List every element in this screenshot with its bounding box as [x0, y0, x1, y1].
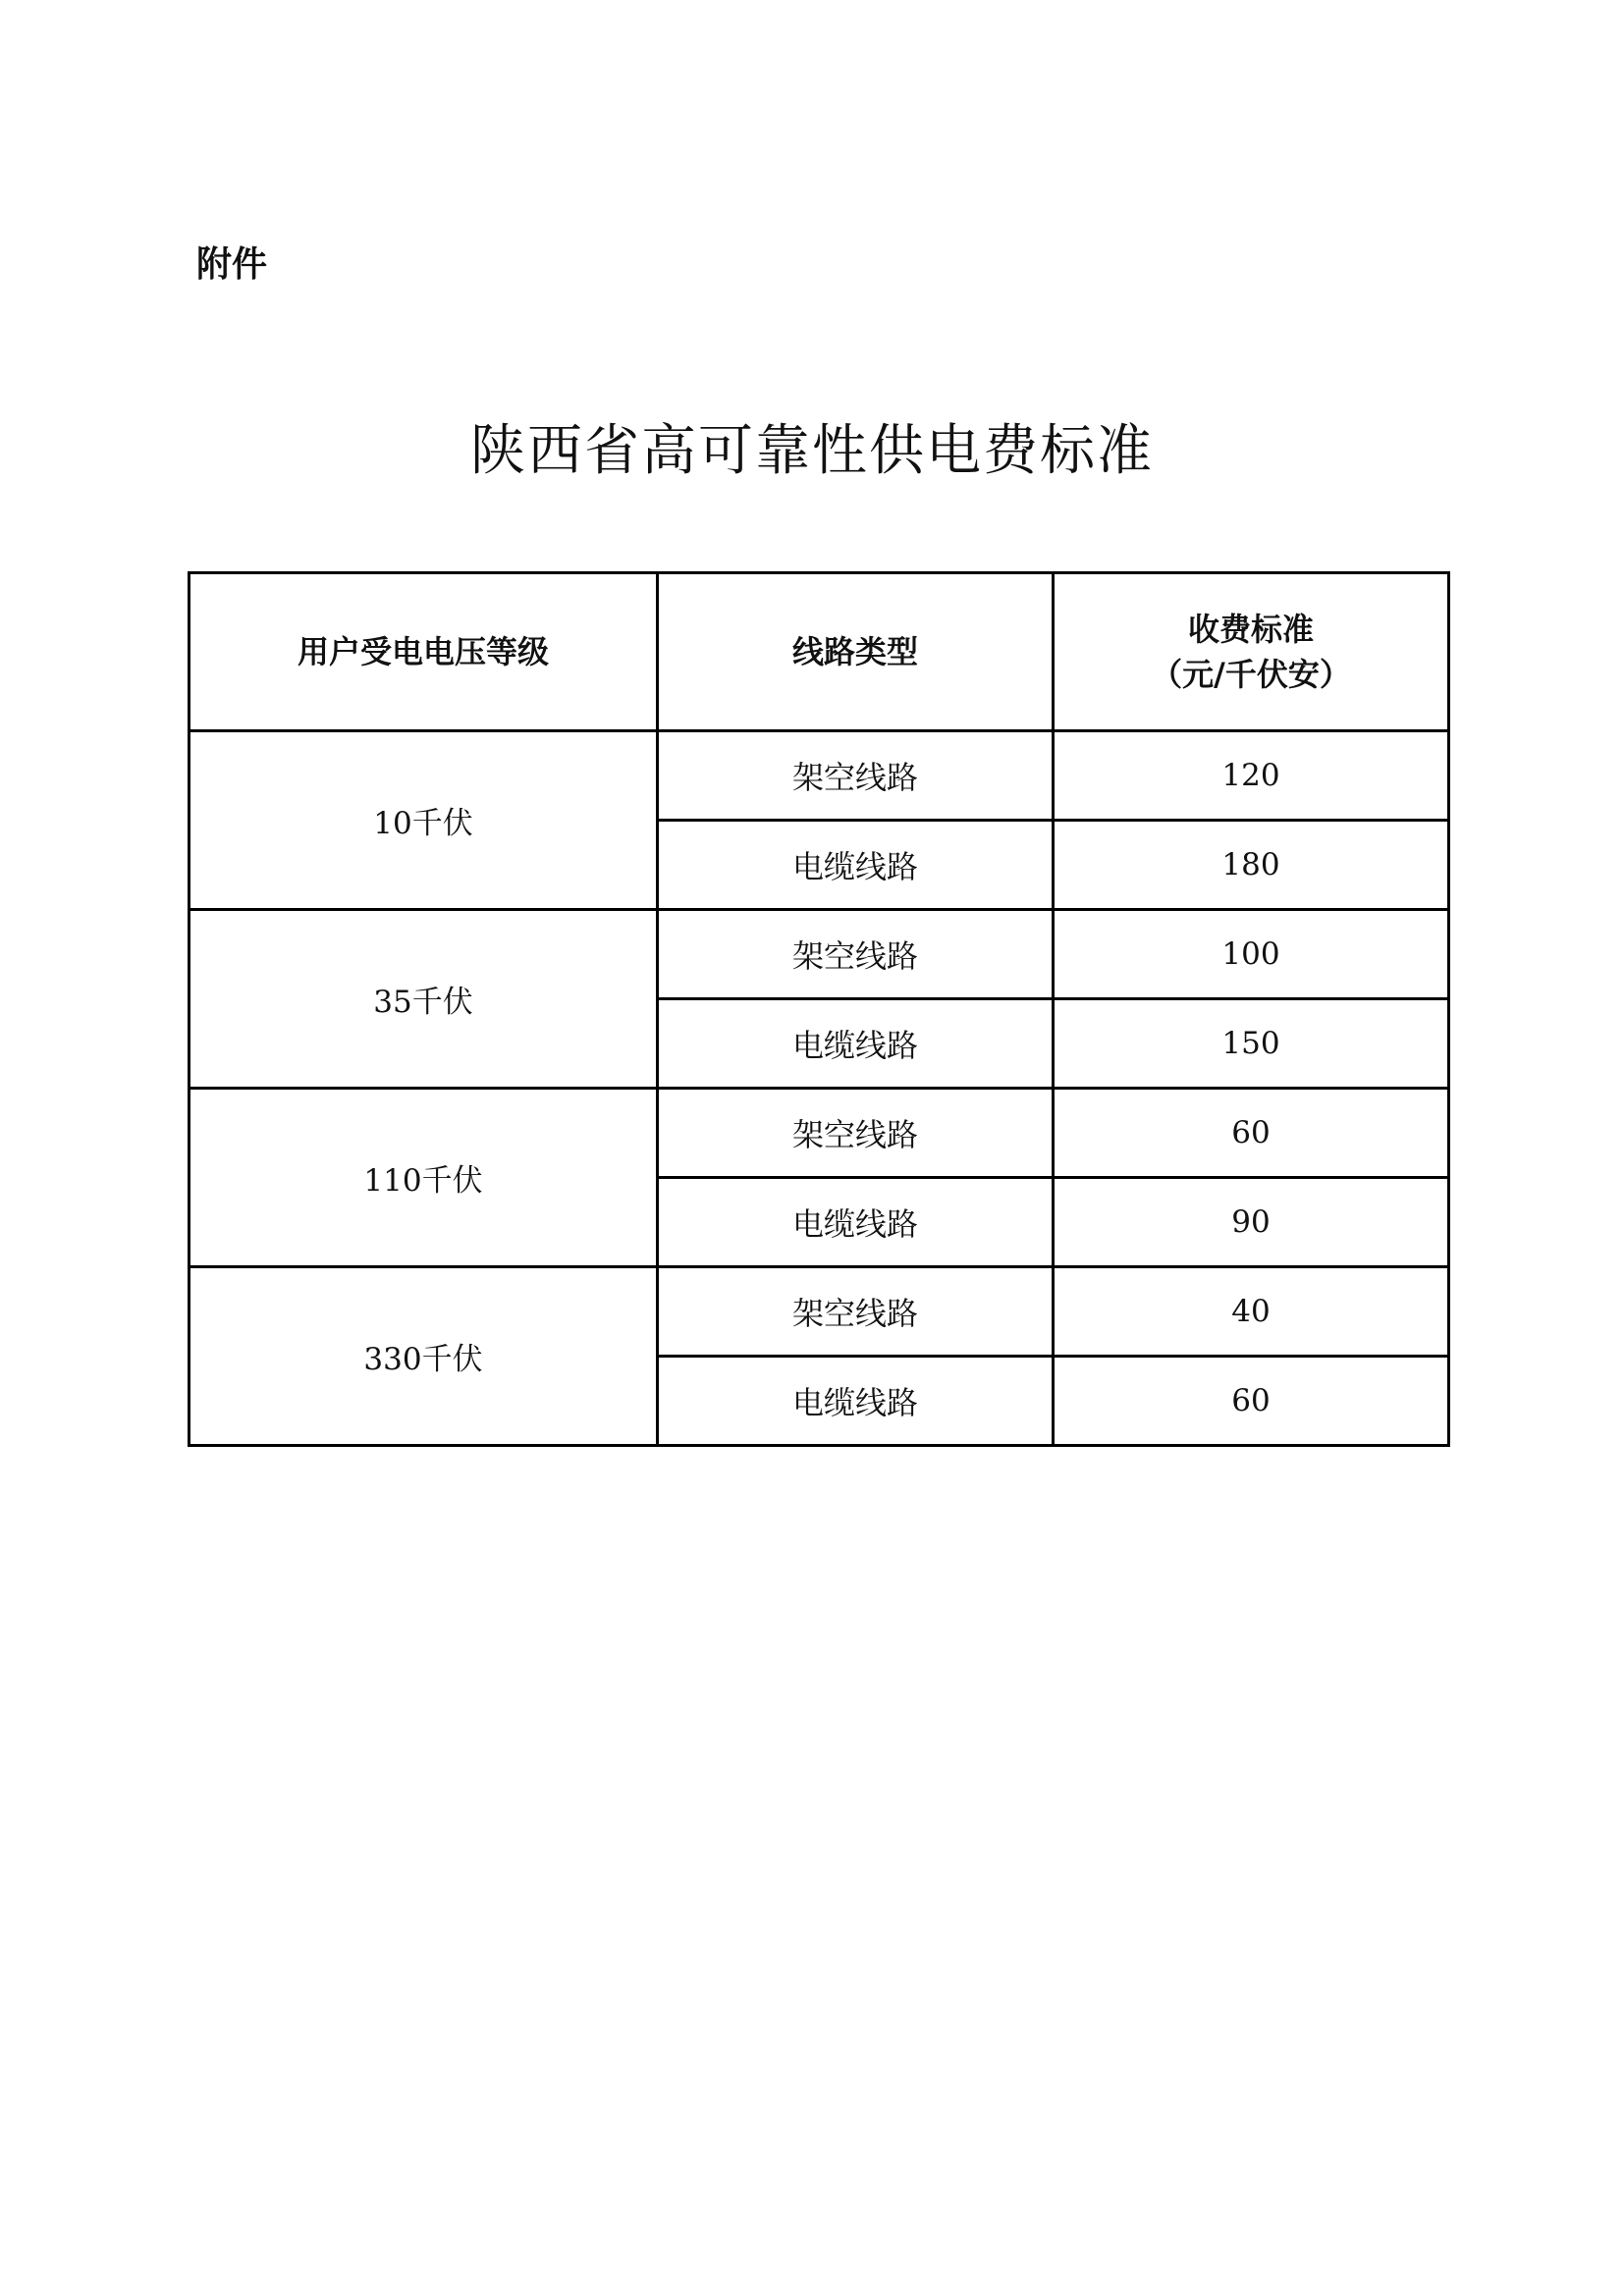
table-row — [189, 1267, 1449, 1357]
fee-cell: 100 — [1054, 910, 1449, 999]
voltage-cell: 330千伏 — [189, 1267, 658, 1446]
voltage-cell: 110千伏 — [189, 1089, 658, 1267]
table-row — [189, 731, 1449, 821]
fee-cell: 40 — [1054, 1267, 1449, 1357]
header-voltage-level: 用户受电电压等级 — [189, 573, 658, 731]
fee-standard-table — [188, 571, 1450, 1447]
line-type-cell: 架空线路 — [658, 731, 1054, 821]
attachment-label: 附件 — [196, 244, 268, 285]
voltage-cell: 10千伏 — [189, 731, 658, 910]
table-row — [189, 910, 1449, 999]
header-fee-standard — [1054, 573, 1449, 731]
line-type-cell: 架空线路 — [658, 1089, 1054, 1178]
fee-cell: 90 — [1054, 1178, 1449, 1267]
line-type-cell: 电缆线路 — [658, 1178, 1054, 1267]
fee-cell: 150 — [1054, 999, 1449, 1089]
table-row — [189, 1089, 1449, 1178]
line-type-cell: 架空线路 — [658, 1267, 1054, 1357]
header-fee-unit: （元/千伏安） — [1151, 656, 1351, 693]
header-line-type: 线路类型 — [658, 573, 1054, 731]
fee-cell: 120 — [1054, 731, 1449, 821]
page-title: 陕西省高可靠性供电费标准 — [470, 419, 1154, 483]
voltage-cell: 35千伏 — [189, 910, 658, 1089]
header-fee-title: 收费标准 — [1187, 611, 1314, 648]
fee-cell: 60 — [1054, 1357, 1449, 1446]
table-header-row — [189, 573, 1449, 731]
line-type-cell: 架空线路 — [658, 910, 1054, 999]
fee-cell: 180 — [1054, 821, 1449, 910]
line-type-cell: 电缆线路 — [658, 999, 1054, 1089]
line-type-cell: 电缆线路 — [658, 821, 1054, 910]
fee-cell: 60 — [1054, 1089, 1449, 1178]
line-type-cell: 电缆线路 — [658, 1357, 1054, 1446]
